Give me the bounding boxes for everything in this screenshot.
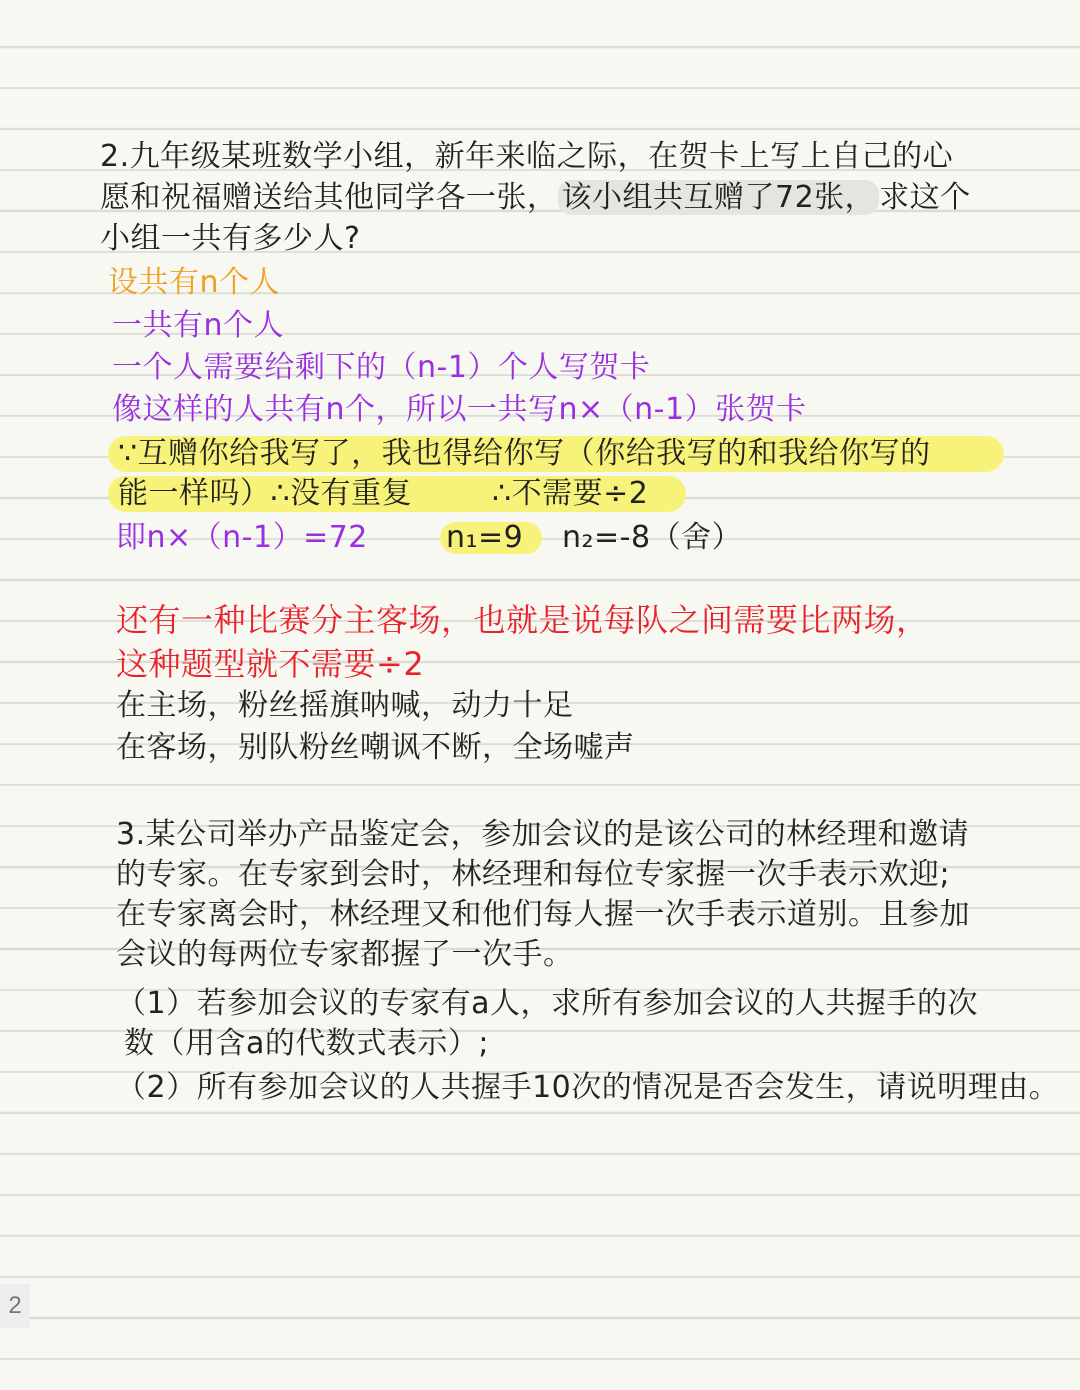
solution-equation: 即n×（n-1）=72 [116,520,368,555]
problem3-line2: 的专家。在专家到会时，林经理和每位专家握一次手表示欢迎; [116,857,951,892]
problem2-line2-end: 求这个 [879,180,971,215]
extension-red-line1: 还有一种比赛分主客场，也就是说每队之间需要比两场， [116,601,929,639]
solution-step1: 一共有n个人 [112,308,285,343]
solution-note2a: 能一样吗）∴没有重复 [118,476,413,511]
problem2-line2-start: 愿和祝福赠送给其他同学各一张， [100,180,558,215]
problem3-q1-line2: 数（用含a的代数式表示）; [124,1026,489,1061]
problem2-line1: 2.九年级某班数学小组，新年来临之际，在贺卡上写上自己的心 [100,139,954,174]
extension-away: 在客场，别队粉丝嘲讽不断，全场嘘声 [116,730,635,765]
solution-root1: n₁=9 [446,520,524,555]
solution-note2b: ∴不需要÷2 [492,476,649,511]
problem3-q1-line1: （1）若参加会议的专家有a人，求所有参加会议的人共握手的次 [116,986,978,1021]
solution-step2: 一个人需要给剩下的（n-1）个人写贺卡 [112,350,651,385]
problem2-line2 [100,178,971,218]
solution-root2: n₂=-8（舍） [562,520,743,555]
problem3-q2: （2）所有参加会议的人共握手10次的情况是否会发生，请说明理由。 [116,1070,1060,1105]
extension-red-line2: 这种题型就不需要÷2 [116,645,425,683]
problem3-line4: 会议的每两位专家都握了一次手。 [116,937,574,972]
problem3-line1: 3.某公司举办产品鉴定会，参加会议的是该公司的林经理和邀请 [116,817,970,852]
problem2-line3: 小组一共有多少人? [100,221,361,256]
page-number: 2 [0,1284,30,1328]
extension-home: 在主场，粉丝摇旗呐喊，动力十足 [116,688,574,723]
solution-setup: 设共有n个人 [108,265,281,300]
problem3-line3: 在专家离会时，林经理又和他们每人握一次手表示道别。且参加 [116,897,970,932]
problem2-gray-highlight: 该小组共互赠了72张， [558,180,880,215]
solution-step3: 像这样的人共有n个，所以一共写n×（n-1）张贺卡 [112,392,807,427]
solution-note1: ∵互赠你给我写了，我也得给你写（你给我写的和我给你写的 [118,436,931,471]
